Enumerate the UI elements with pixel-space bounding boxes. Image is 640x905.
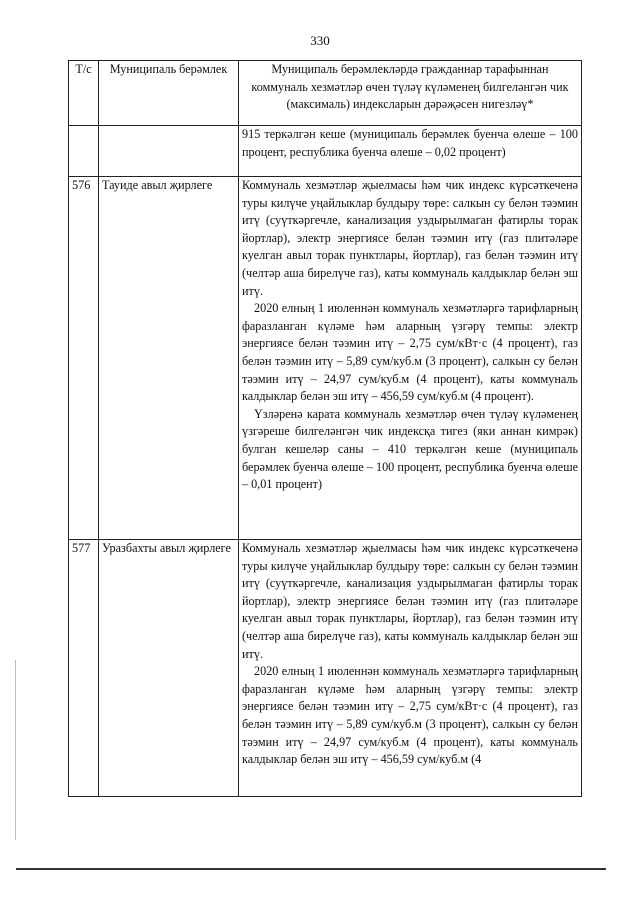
header-number: Т/с (69, 61, 99, 126)
row-number: 577 (69, 540, 99, 797)
table-row (69, 540, 582, 797)
scan-bottom-line (16, 868, 606, 870)
page-number: 330 (310, 33, 330, 48)
row-justification (239, 177, 582, 540)
header-municipality: Муниципаль берәмлек (99, 61, 239, 126)
scan-edge-line (15, 660, 16, 840)
header-justification: Муниципаль берәмлекләрдә гражданнар тарафыннан коммуналь хезмәтләр өчен түләү күләменең билгеләнгән чик (максималь) индексларын дәрәҗәсен нигезләү* (239, 61, 582, 126)
row-municipality: Уразбахты авыл җирлеге (99, 540, 239, 797)
continuation-text: 915 теркәлгән кеше (муниципаль берәмлек буенча өлеше – 100 процент, республика буенча өлеше – 0,02 процент) (242, 127, 578, 159)
cell-justification (239, 126, 582, 177)
table-header-row (69, 61, 582, 126)
municipal-index-table (68, 60, 582, 797)
paragraph: Коммуналь хезмәтләр җыелмасы һәм чик индекс күрсәткеченә туры килүче уңайлыклар булдыру төре: салкын су белән тәэмин итү (суүткәргечле, канализация уздырылмаган фатирлы торак йортлар), электр энергиясе белән тәэмин итү (газ плитәләре куелган авыл торак пунктлары, йортлар), газ белән тәэмин итү (челтәр аша бирелүче газ), каты коммуналь калдыклар белән эш итү. (242, 178, 578, 298)
row-municipality: Тауиде авыл җирлеге (99, 177, 239, 540)
cell-municipality (99, 126, 239, 177)
row-justification (239, 540, 582, 797)
table-row (69, 177, 582, 540)
paragraph: 2020 елның 1 июленнән коммуналь хезмәтләргә тарифларның фаразланган күләме һәм аларның үзгәрү темпы: электр энергиясе белән тәэмин итү – 2,75 сум/кВт·с (4 процент), газ белән тәэмин итү – 5,89 сум/куб.м (3 процент), салкын су белән тәэмин итү – 24,97 сум/куб.м (4 процент), каты коммуналь калдыклар белән эш итү – 456,59 сум/куб.м (4 (242, 664, 578, 767)
paragraph: 2020 елның 1 июленнән коммуналь хезмәтләргә тарифларның фаразланган күләме һәм аларның үзгәрү темпы: электр энергиясе белән тәэмин итү – 2,75 сум/кВт·с (4 процент), газ белән тәэмин итү – 5,89 сум/куб.м (3 процент), салкын су белән тәэмин итү – 24,97 сум/куб.м (4 процент), каты коммуналь калдыклар белән эш итү – 456,59 сум/куб.м (4 процент). (242, 301, 578, 404)
paragraph: Коммуналь хезмәтләр җыелмасы һәм чик индекс күрсәткеченә туры килүче уңайлыклар булдыру төре: салкын су белән тәэмин итү (суүткәргечле, канализация уздырылмаган фатирлы торак йортлар), электр энергиясе белән тәэмин итү (газ плитәләре куелган авыл торак пунктлары, йортлар), газ белән тәэмин итү (челтәр аша бирелүче газ), каты коммуналь калдыклар белән эш итү. (242, 541, 578, 661)
row-number: 576 (69, 177, 99, 540)
paragraph: Үзләренә карата коммуналь хезмәтләр өчен түләү күләменең үзгәреше билгеләнгән чик индексқа тигез (яки аннан кимрәк) булган кешеләр саны – 410 теркәлгән кеше (муниципаль берәмлек буенча өлеше – 100 процент, республика буенча өлеше – 0,01 процент) (242, 406, 578, 492)
table-row-continuation (69, 126, 582, 177)
cell-number (69, 126, 99, 177)
